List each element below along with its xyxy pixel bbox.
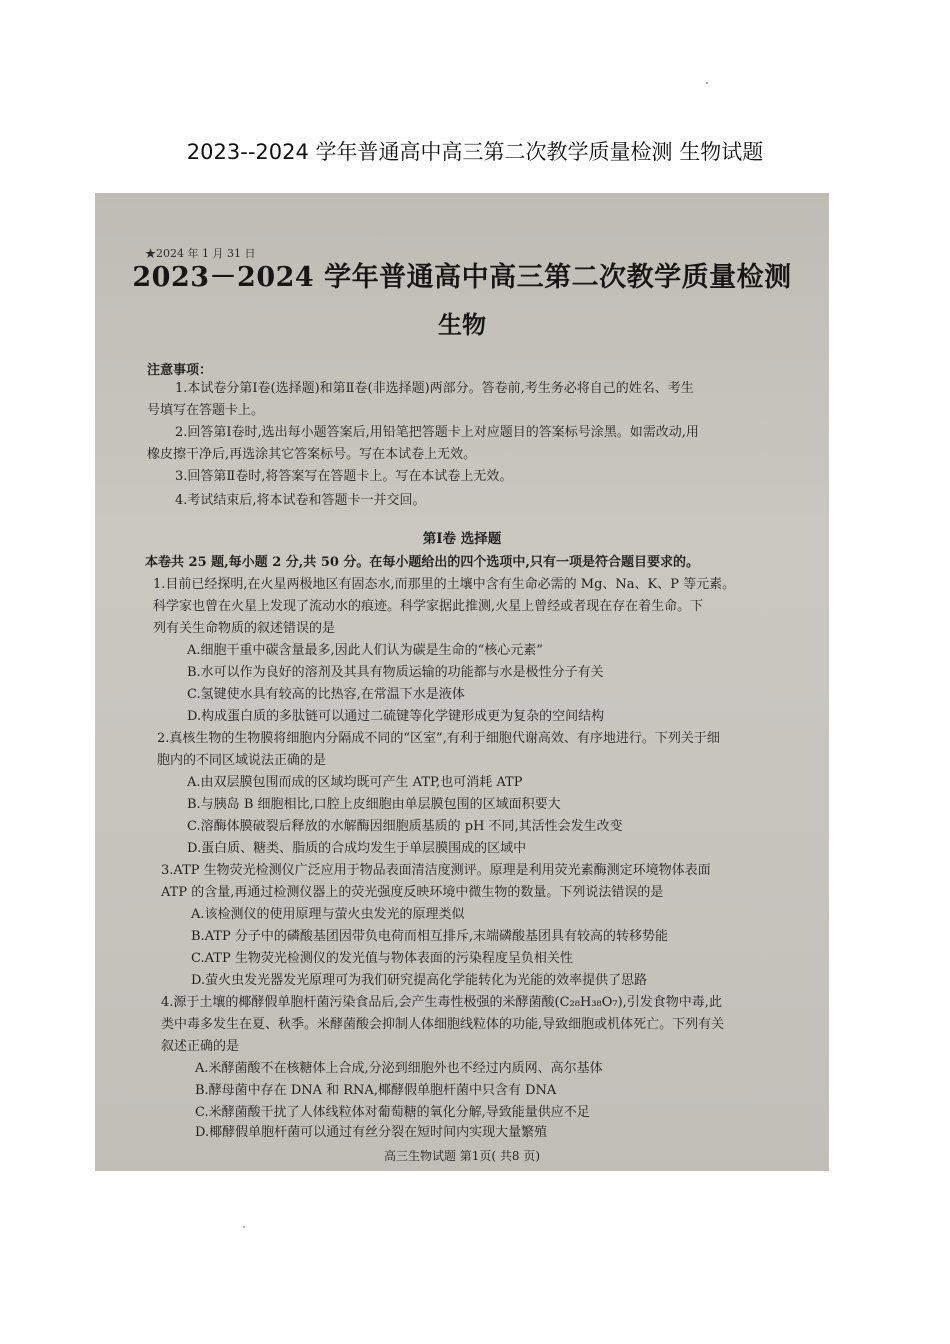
question-1-text: 列有关生命物质的叙述错误的是 — [153, 621, 336, 636]
question-3-option: D.萤火虫发光器发光原理可为我们研究提高化学能转化为光能的效率提供了思路 — [191, 973, 648, 988]
question-4-option: B.酵母菌中存在 DNA 和 RNA,椰酵假单胞杆菌中只含有 DNA — [195, 1083, 557, 1098]
question-1-option: B.水可以作为良好的溶剂及其具有物质运输的功能都与水是极性分子有关 — [187, 665, 604, 680]
notice-line: 橡皮擦干净后,再选涂其它答案标号。写在本试卷上无效。 — [147, 447, 477, 462]
question-2-option: D.蛋白质、糖类、脂质的合成均发生于单层膜围成的区域中 — [187, 841, 527, 856]
notice-line: 3.回答第Ⅱ卷时,将答案写在答题卡上。写在本试卷上无效。 — [175, 469, 513, 484]
question-3-text: ATP 的含量,再通过检测仪器上的荧光强度反映环境中微生物的数量。下列说法错误的是 — [161, 885, 664, 900]
question-1-option: C.氢键使水具有较高的比热容,在常温下水是液体 — [187, 687, 465, 702]
question-3-option: A.该检测仪的使用原理与萤火虫发光的原理类似 — [191, 907, 465, 922]
question-3-option: C.ATP 生物荧光检测仪的发光值与物体表面的污染程度呈负相关性 — [191, 951, 573, 966]
question-4-option: D.椰酵假单胞杆菌可以通过有丝分裂在短时间内实现大量繁殖 — [195, 1125, 548, 1140]
question-2-option: B.与胰岛 B 细胞相比,口腔上皮细胞由单层膜包围的区域面积要大 — [187, 797, 561, 812]
question-2-option: C.溶酶体膜破裂后释放的水解酶因细胞质基质的 pH 不同,其活性会发生改变 — [187, 819, 623, 834]
question-1-text: 科学家也曾在火星上发现了流动水的痕迹。科学家据此推测,火星上曾经或者现在存在着生命。下 — [153, 599, 704, 614]
notice-line: 4.考试结束后,将本试卷和答题卡一并交回。 — [175, 493, 426, 508]
section-title: 第Ⅰ卷 选择题 — [422, 531, 502, 547]
question-4-text: 叙述正确的是 — [161, 1039, 240, 1054]
question-1-option: A.细胞干重中碳含量最多,因此人们认为碳是生命的“核心元素” — [187, 643, 543, 658]
speck — [243, 1226, 245, 1228]
question-4-text: 4.源于土壤的椰酵假单胞杆菌污染食品后,会产生毒性极强的米酵菌酸(C₂₈H₃₈O₇),引发食物中毒,此 — [161, 995, 722, 1010]
section-intro: 本卷共 25 题,每小题 2 分,共 50 分。在每小题给出的四个选项中,只有一项是符合题目要求的。 — [145, 555, 699, 570]
question-3-text: 3.ATP 生物荧光检测仪广泛应用于物品表面清洁度测评。原理是利用荧光素酶测定环境物体表面 — [161, 863, 711, 878]
page-footer: 高三生物试题 第1页( 共8 页) — [383, 1149, 541, 1163]
exam-date: ★2024 年 1 月 31 日 — [145, 247, 256, 260]
question-2-text: 胞内的不同区域说法正确的是 — [157, 753, 327, 768]
document-title: 2023--2024 学年普通高中高三第二次教学质量检测 生物试题 — [186, 140, 764, 164]
question-2-option: A.由双层膜包围而成的区域均既可产生 ATP,也可消耗 ATP — [187, 775, 523, 790]
notice-line: 号填写在答题卡上。 — [147, 403, 265, 418]
exam-photo — [95, 193, 829, 1171]
question-1-text: 1.目前已经探明,在火星两极地区有固态水,而那里的土壤中含有生命必需的 Mg、Na、K、P 等元素。 — [153, 577, 736, 592]
speck — [706, 82, 708, 84]
exam-title: 2023－2024 学年普通高中高三第二次教学质量检测 — [132, 262, 792, 293]
notice-line: 1.本试卷分第Ⅰ卷(选择题)和第Ⅱ卷(非选择题)两部分。答卷前,考生务必将自己的姓名、考生 — [175, 381, 694, 396]
notice-line: 2.回答第Ⅰ卷时,选出每小题答案后,用铅笔把答题卡上对应题目的答案标号涂黑。如需改动,用 — [175, 425, 699, 440]
question-4-option: A.米酵菌酸不在核糖体上合成,分泌到细胞外也不经过内质网、高尔基体 — [195, 1061, 603, 1076]
question-3-option: B.ATP 分子中的磷酸基团因带负电荷而相互排斥,末端磷酸基团具有较高的转移势能 — [191, 929, 669, 944]
question-2-text: 2.真核生物的生物膜将细胞内分隔成不同的“区室”,有利于细胞代谢高效、有序地进行。下列关于细 — [157, 731, 720, 746]
notice-heading: 注意事项： — [147, 363, 213, 378]
exam-subject: 生物 — [438, 310, 486, 339]
question-1-option: D.构成蛋白质的多肽链可以通过二硫键等化学键形成更为复杂的空间结构 — [187, 709, 605, 724]
question-4-option: C.米酵菌酸干扰了人体线粒体对葡萄糖的氧化分解,导致能量供应不足 — [195, 1105, 590, 1120]
question-4-text: 类中毒多发生在夏、秋季。米酵菌酸会抑制人体细胞线粒体的功能,导致细胞或机体死亡。下列有关 — [161, 1017, 725, 1032]
